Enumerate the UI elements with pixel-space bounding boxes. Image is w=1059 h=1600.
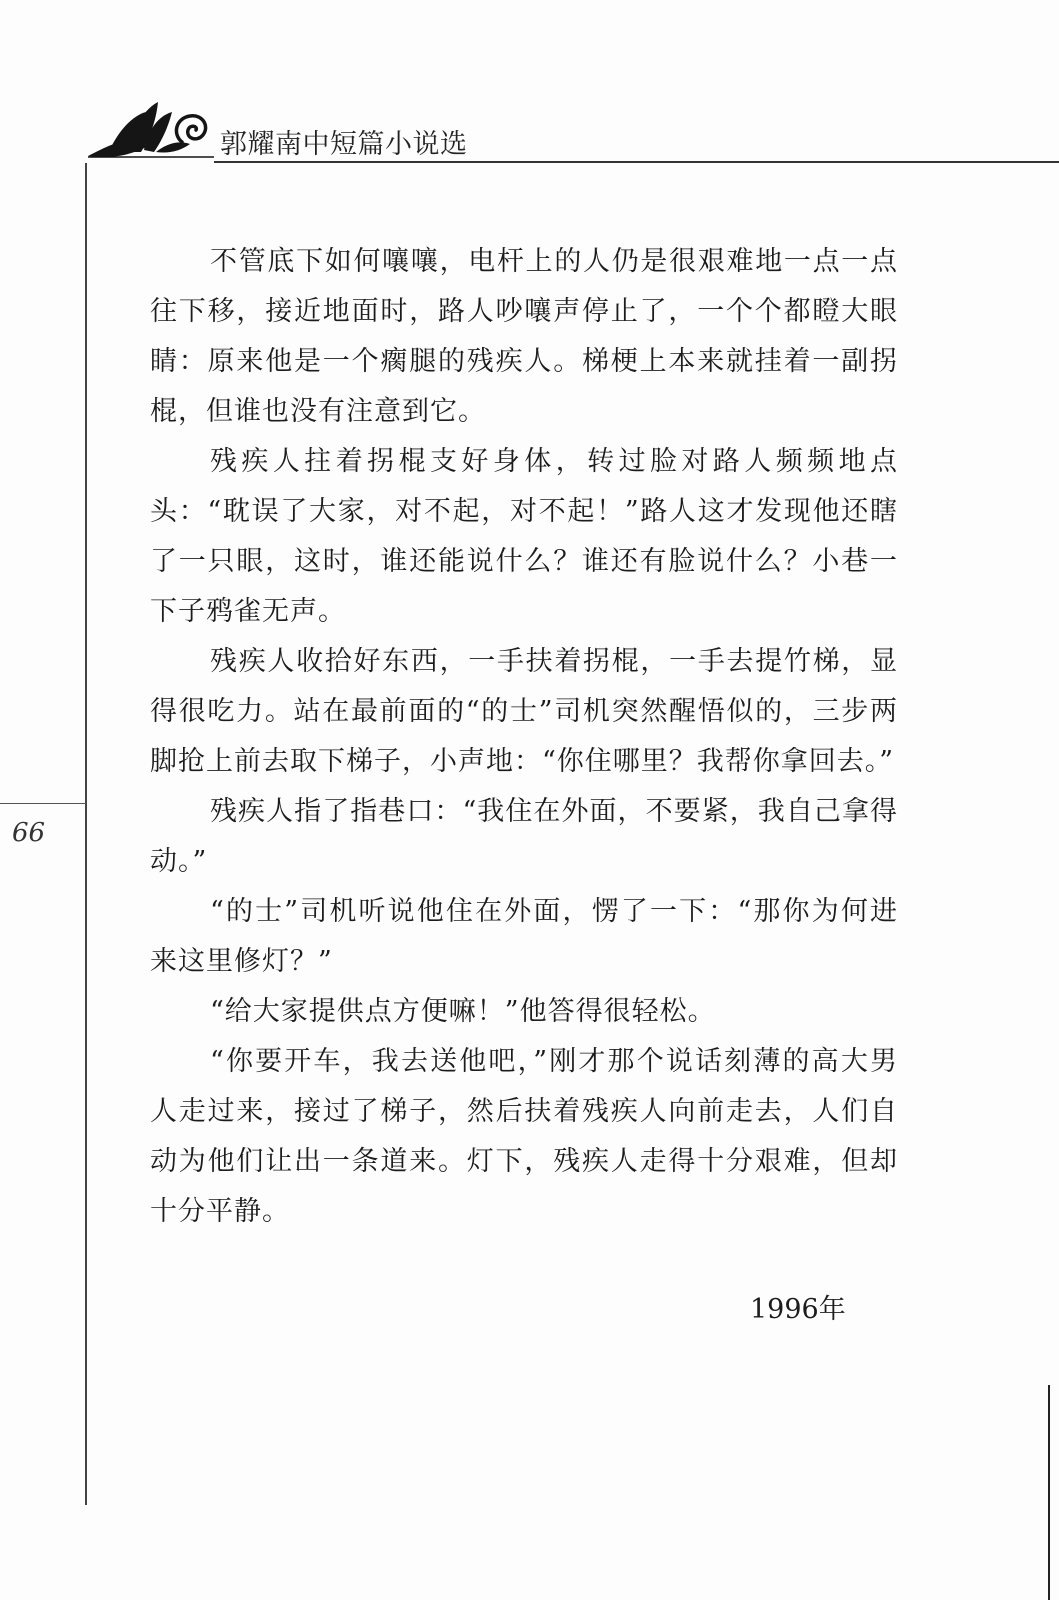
- body-text: [150, 237, 898, 1237]
- paragraph: 残疾人指了指巷口：“我住在外面，不要紧，我自己拿得动。”: [150, 796, 898, 877]
- header-rule: [214, 161, 1059, 163]
- swirl-leaf-ornament-icon: [86, 94, 216, 164]
- paragraph: “你要开车，我去送他吧，”刚才那个说话刻薄的高大男人走过来，接过了梯子，然后扶着残疾人向前走去，人们自动为他们让出一条道来。灯下，残疾人走得十分艰难，但却十分平静。: [150, 1046, 898, 1227]
- paragraph: 不管底下如何嚷嚷，电杆上的人仍是很艰难地一点一点往下移，接近地面时，路人吵嚷声停止了，一个个都瞪大眼睛：原来他是一个瘸腿的残疾人。梯梗上本来就挂着一副拐棍，但谁也没有注意到它。: [150, 246, 898, 427]
- paragraph: 残疾人拄着拐棍支好身体，转过脸对路人频频地点头：“耽误了大家，对不起，对不起！”路人这才发现他还瞎了一只眼，这时，谁还能说什么？谁还有脸说什么？小巷一下子鸦雀无声。: [150, 446, 898, 627]
- book-title: 郭耀南中短篇小说选: [220, 129, 468, 160]
- right-edge-rule: [1048, 1385, 1050, 1600]
- left-margin-rule: [85, 163, 87, 1505]
- page-number: 66: [12, 818, 46, 848]
- page-number-rule: [0, 803, 86, 804]
- paragraph: “的士”司机听说他住在外面，愣了一下：“那你为何进来这里修灯？”: [150, 896, 898, 977]
- paragraph: “给大家提供点方便嘛！”他答得很轻松。: [210, 996, 716, 1027]
- paragraph: 残疾人收拾好东西，一手扶着拐棍，一手去提竹梯，显得很吃力。站在最前面的“的士”司机突然醒悟似的，三步两脚抢上前去取下梯子，小声地：“你住哪里？我帮你拿回去。”: [150, 646, 898, 777]
- date-signoff: 1996年: [750, 1294, 846, 1325]
